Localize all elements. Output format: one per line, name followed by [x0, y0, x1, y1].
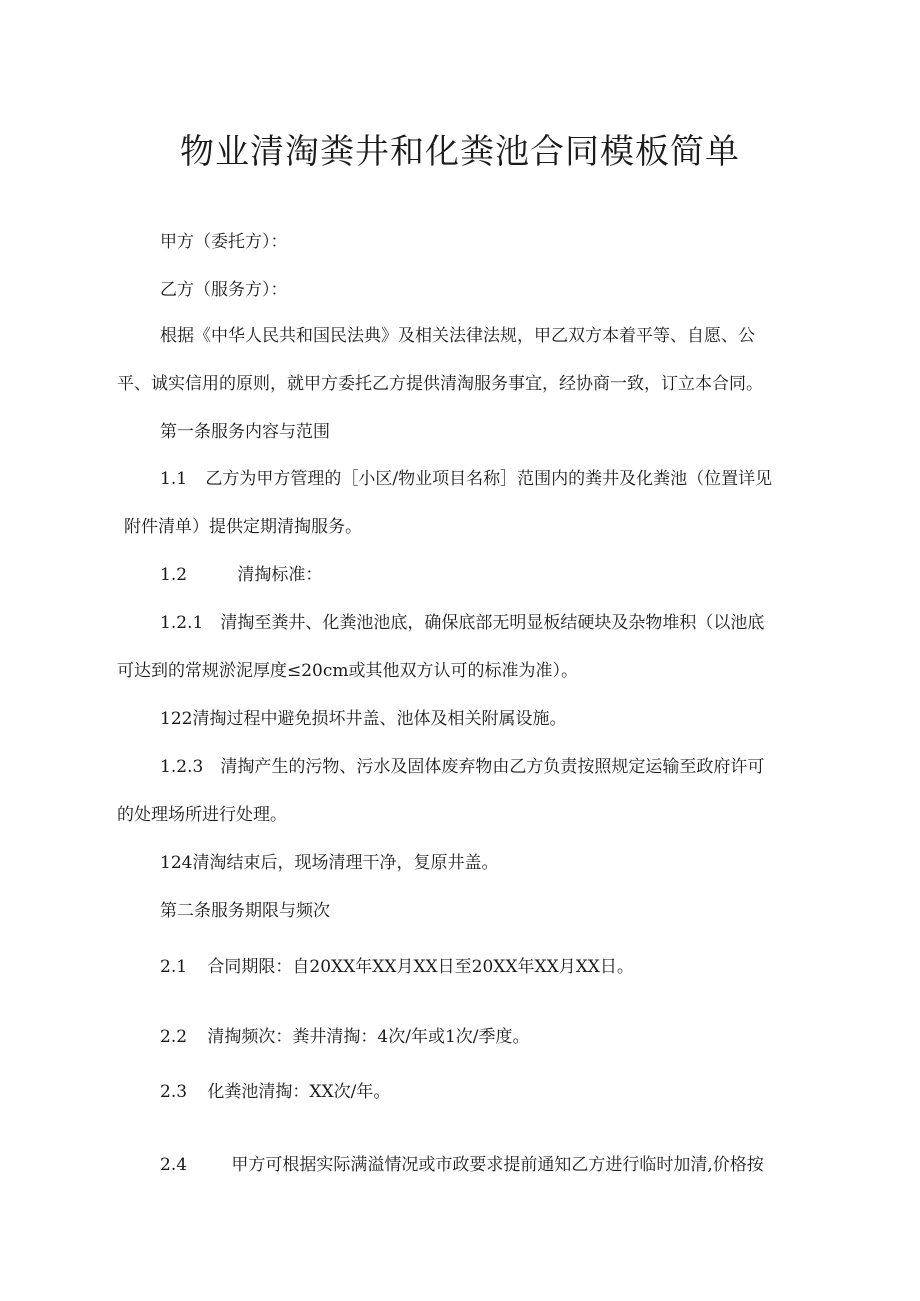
clause-text: 清掏产生的污物、污水及固体废弃物由乙方负责按照规定运输至政府许可	[220, 757, 765, 777]
clause-text: 合同期限：自20XX年XX月XX日至20XX年XX月XX日。	[207, 957, 634, 977]
clause-text: 清掏至粪井、化粪池池底，确保底部无明显板结硬块及杂物堆积（以池底	[220, 613, 765, 633]
article-1-heading: 第一条服务内容与范围	[160, 422, 330, 442]
clause-1-2-3-continuation: 的处理场所进行处理。	[117, 805, 287, 825]
clause-2-2	[160, 1027, 530, 1047]
preamble-line-1: 根据《中华人民共和国民法典》及相关法律法规，甲乙双方本着平等、自愿、公	[160, 326, 755, 346]
clause-2-1	[160, 957, 634, 977]
clause-1-2	[160, 565, 322, 585]
clause-1-2-3	[160, 757, 764, 777]
clause-number: 2.4	[160, 1155, 188, 1175]
clause-1-2-1	[160, 613, 764, 633]
clause-1-1-continuation: 附件清单）提供定期清掏服务。	[124, 517, 362, 537]
preamble-line-2: 平、诚实信用的原则，就甲方委托乙方提供清淘服务事宜，经协商一致，订立本合同。	[117, 374, 763, 394]
party-a-line: 甲方（委托方）：	[160, 232, 288, 252]
clause-text: 清掏标准：	[237, 565, 323, 585]
clause-number: 1.2.3	[160, 757, 204, 777]
page-title: 物业清淘粪井和化粪池合同模板简单	[180, 132, 740, 172]
clause-1-2-2: 122清掏过程中避免损坏井盖、池体及相关附属设施。	[160, 709, 567, 729]
clause-1-1	[160, 469, 772, 489]
clause-number: 2.2	[160, 1027, 188, 1047]
clause-text: 化粪池清掏：XX次/年。	[207, 1082, 391, 1102]
clause-number: 1.1	[160, 469, 188, 489]
clause-number: 1.2.1	[160, 613, 204, 633]
clause-text: 清掏频次：粪井清掏：4次/年或1次/季度。	[207, 1027, 530, 1047]
clause-1-2-4: 124清淘结束后，现场清理干净，复原井盖。	[160, 853, 499, 873]
clause-2-4	[160, 1155, 764, 1175]
article-2-heading: 第二条服务期限与频次	[160, 901, 330, 921]
clause-text: 甲方可根据实际满溢情况或市政要求提前通知乙方进行临时加清,价格按	[231, 1155, 764, 1175]
clause-number: 2.1	[160, 957, 188, 977]
clause-number: 1.2	[160, 565, 188, 585]
clause-text: 乙方为甲方管理的［小区/物业项目名称］范围内的粪井及化粪池（位置详见	[205, 469, 773, 489]
clause-2-3	[160, 1082, 390, 1102]
party-b-line: 乙方（服务方）：	[160, 280, 288, 300]
clause-number: 2.3	[160, 1082, 188, 1102]
clause-1-2-1-continuation: 可达到的常规淤泥厚度≤20cm或其他双方认可的标准为准）。	[117, 661, 579, 681]
